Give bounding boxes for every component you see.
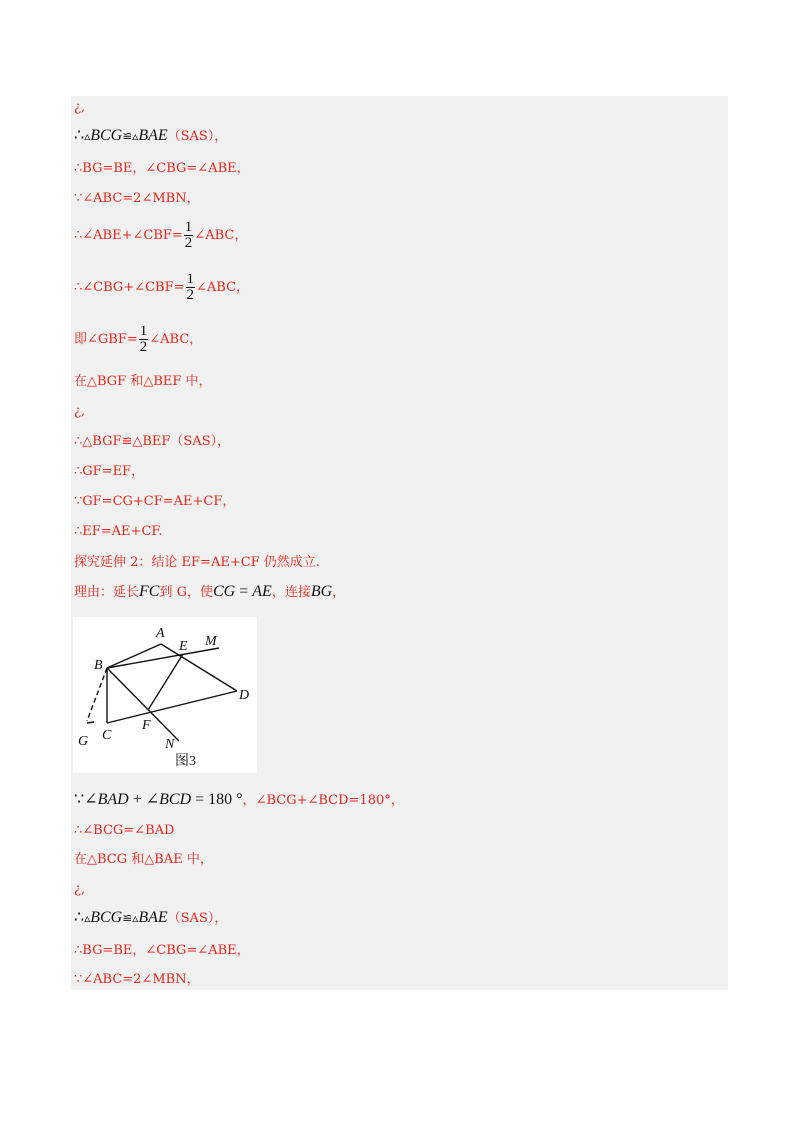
angle-sum-line xyxy=(74,792,404,809)
point-label-B: B xyxy=(94,658,103,673)
triangle-name: BAE xyxy=(138,909,168,926)
angle-name: BAD xyxy=(97,791,129,808)
equals-value: = 180 ° xyxy=(191,791,243,808)
congruence-statement xyxy=(74,910,227,927)
text-line: 在△BGF 和△BEF 中， xyxy=(74,374,212,389)
segment-DC xyxy=(107,691,237,723)
triangle-name: BAE xyxy=(138,127,168,144)
triangle-name: BCG xyxy=(90,127,123,144)
reason-text: 到 G，使 xyxy=(159,585,213,600)
text-line: ∴△BGF≌△BEF（SAS）， xyxy=(74,434,231,449)
text-line: ¿, xyxy=(74,404,86,419)
triangle-icon: ▵ xyxy=(132,129,139,143)
text-line: ¿, xyxy=(74,100,86,115)
point-label-F: F xyxy=(142,718,151,733)
text-line: ∴∠BCG=∠BAD xyxy=(74,823,175,838)
reason-text: ， xyxy=(332,585,346,600)
text-line: ∴BG=BE，∠CBG=∠ABE， xyxy=(74,161,250,176)
reason-text: 理由：延长 xyxy=(74,585,140,600)
section-heading: 探究延伸 2：结论 EF=AE+CF 仍然成立. xyxy=(74,555,320,570)
denominator: 2 xyxy=(184,235,193,251)
triangle-icon: ▵ xyxy=(84,129,91,143)
point-label-A: A xyxy=(156,626,165,641)
angle-name: BCD xyxy=(159,791,192,808)
point-label-M: M xyxy=(205,634,217,649)
fraction-line xyxy=(74,220,247,251)
fraction xyxy=(186,272,196,303)
numerator: 1 xyxy=(184,219,193,235)
numerator: 1 xyxy=(139,323,148,339)
denominator: 2 xyxy=(139,339,148,355)
segment-BG-dashed xyxy=(87,668,107,721)
text-line: ∵∠ABC=2∠MBN， xyxy=(74,972,200,987)
text-line: ∴EF=AE+CF. xyxy=(74,524,163,539)
point-label-N: N xyxy=(165,737,175,752)
segment-name: AE xyxy=(252,583,272,600)
segment-name: CG xyxy=(213,583,236,600)
congruent-symbol: ≌ xyxy=(122,129,133,143)
geometry-figure xyxy=(73,617,257,773)
text-line: ∵GF=CG+CF=AE+CF， xyxy=(74,494,236,509)
figure-caption: 图3 xyxy=(175,754,196,769)
fraction-line xyxy=(74,272,249,303)
therefore-symbol: ∴ xyxy=(74,127,85,144)
triangle-icon: ▵ xyxy=(132,911,139,925)
triangle-icon: ▵ xyxy=(84,911,91,925)
equation-text: ∠ABC， xyxy=(149,332,203,347)
numerator: 1 xyxy=(186,271,194,287)
segment-name: FC xyxy=(139,583,160,600)
fraction-line xyxy=(74,324,202,355)
reason-text: （SAS）， xyxy=(167,911,228,926)
text-line: ¿, xyxy=(74,882,86,897)
ray-BM xyxy=(107,648,219,668)
congruence-statement xyxy=(74,128,227,145)
plus-angle-symbol: + ∠ xyxy=(128,791,160,808)
denominator: 2 xyxy=(186,287,194,303)
figure-3-diagram xyxy=(73,617,257,773)
segment-GC xyxy=(87,722,94,723)
reason-line xyxy=(74,584,345,601)
point-label-D: D xyxy=(239,688,250,703)
equation-text: ，∠BCG+∠BCD=180°， xyxy=(242,793,404,808)
point-label-G: G xyxy=(78,734,89,749)
text-line: ∵∠ABC=2∠MBN， xyxy=(74,191,200,206)
equation-text: ∠ABC， xyxy=(194,228,248,243)
equation-text: 即∠GBF= xyxy=(74,332,138,347)
equation-text: ∴∠ABE+∠CBF= xyxy=(74,228,183,243)
fraction xyxy=(184,220,194,251)
fraction xyxy=(139,324,149,355)
equation-text: ∴∠CBG+∠CBF= xyxy=(74,280,185,295)
triangle-name: BCG xyxy=(90,909,123,926)
text-line: 在△BCG 和△BAE 中， xyxy=(74,852,213,867)
equals-sign: = xyxy=(235,583,253,600)
point-label-E: E xyxy=(179,639,188,654)
text-line: ∴BG=BE，∠CBG=∠ABE， xyxy=(74,943,250,958)
therefore-symbol: ∴ xyxy=(74,909,85,926)
segment-name: BG xyxy=(310,583,333,600)
segment-EF xyxy=(148,654,183,710)
congruent-symbol: ≌ xyxy=(122,911,133,925)
point-label-C: C xyxy=(102,728,112,743)
because-angle-symbol: ∵∠ xyxy=(74,791,98,808)
reason-text: （SAS）， xyxy=(167,129,228,144)
reason-text: ，连接 xyxy=(271,585,311,600)
text-line: ∴GF=EF， xyxy=(74,464,145,479)
equation-text: ∠ABC， xyxy=(196,280,250,295)
segment-BA xyxy=(107,644,161,668)
